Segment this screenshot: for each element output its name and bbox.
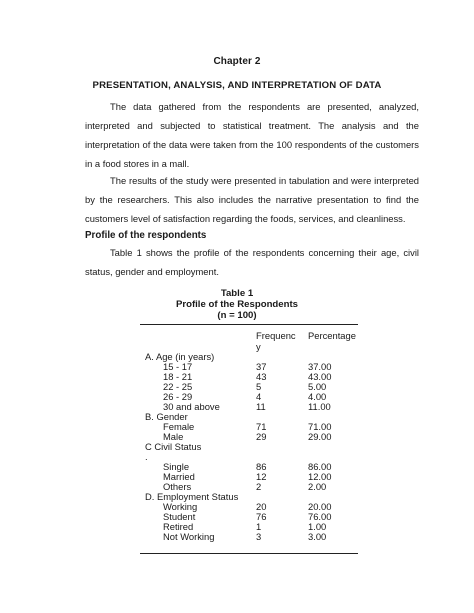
row-label: Married — [163, 471, 195, 482]
section-title: Profile of the respondents — [85, 230, 207, 241]
row-percentage: 3.00 — [308, 531, 327, 542]
row-percentage: 4.00 — [308, 391, 327, 402]
row-frequency: 1 — [256, 521, 262, 532]
paragraph-results-text: The results of the study were presented in tabulation and were interpreted by the researchers. This also includes the narrative presentation to find the customers level of satisfaction regarding the foods, services, and cleanliness. — [85, 175, 419, 224]
row-label: Female — [163, 421, 195, 432]
table-title-number: Table 1 — [220, 288, 254, 299]
row-percentage: 20.00 — [308, 501, 332, 512]
row-label: 18 - 21 — [163, 371, 193, 382]
row-frequency: 86 — [256, 461, 267, 472]
paragraph-results — [85, 171, 419, 228]
row-percentage: 29.00 — [308, 431, 332, 442]
row-frequency: 76 — [256, 511, 267, 522]
row-percentage: 12.00 — [308, 471, 332, 482]
row-label: B. Gender — [145, 411, 188, 422]
table-body — [145, 352, 370, 542]
row-label: Working — [163, 501, 198, 512]
paragraph-table-intro-text: Table 1 shows the profile of the respondents concerning their age, civil status, gender and employment. — [85, 247, 419, 277]
row-label: C Civil Status — [145, 441, 202, 452]
row-frequency: 11 — [256, 401, 266, 412]
row-label: D. Employment Status — [145, 491, 239, 502]
row-frequency: 37 — [256, 361, 267, 372]
row-percentage: 1.00 — [308, 521, 327, 532]
row-frequency: 2 — [256, 481, 262, 492]
row-frequency: 29 — [256, 431, 267, 442]
row-label: Retired — [163, 521, 194, 532]
table-bottom-rule — [140, 553, 358, 554]
column-header-frequency: Frequency — [256, 330, 296, 352]
paragraph-intro-text: The data gathered from the respondents are presented, analyzed, interpreted and subjected to statistical treatment. The analysis and the interpretation of the data were taken from the 100 respondents of the customers in a food stores in a mall. — [85, 101, 419, 169]
table-row — [145, 532, 370, 542]
row-label: 30 and above — [163, 401, 220, 412]
chapter-label: Chapter 2 — [213, 56, 261, 67]
row-percentage: 76.00 — [308, 511, 332, 522]
row-label: 15 - 17 — [163, 361, 193, 372]
table-group-row — [145, 442, 370, 452]
row-label: 26 - 29 — [163, 391, 193, 402]
row-frequency: 4 — [256, 391, 262, 402]
row-percentage: 5.00 — [308, 381, 327, 392]
row-label: Student — [163, 511, 196, 522]
row-label: 22 - 25 — [163, 381, 193, 392]
paragraph-table-intro — [85, 243, 419, 281]
row-label: Male — [163, 431, 184, 442]
row-percentage: 43.00 — [308, 371, 332, 382]
row-label: Others — [163, 481, 192, 492]
row-frequency: 12 — [256, 471, 267, 482]
paragraph-intro — [85, 97, 419, 173]
column-header-percentage: Percentage — [308, 330, 356, 341]
row-percentage: 71.00 — [308, 421, 332, 432]
table-title-name: Profile of the Respondents — [175, 299, 299, 310]
table-top-rule — [140, 324, 358, 325]
row-percentage: 2.00 — [308, 481, 327, 492]
row-label: . — [145, 451, 148, 462]
table-title-sample: (n = 100) — [217, 310, 257, 321]
row-frequency: 5 — [256, 381, 262, 392]
row-label: A. Age (in years) — [145, 351, 215, 362]
chapter-heading: PRESENTATION, ANALYSIS, AND INTERPRETATION OF DATA — [92, 80, 382, 91]
row-frequency: 43 — [256, 371, 267, 382]
row-percentage: 37.00 — [308, 361, 332, 372]
row-frequency: 20 — [256, 501, 267, 512]
row-frequency: 71 — [256, 421, 267, 432]
row-percentage: 86.00 — [308, 461, 332, 472]
row-frequency: 3 — [256, 531, 262, 542]
row-label: Not Working — [163, 531, 215, 542]
row-label: Single — [163, 461, 190, 472]
row-percentage: 11.00 — [308, 401, 331, 412]
